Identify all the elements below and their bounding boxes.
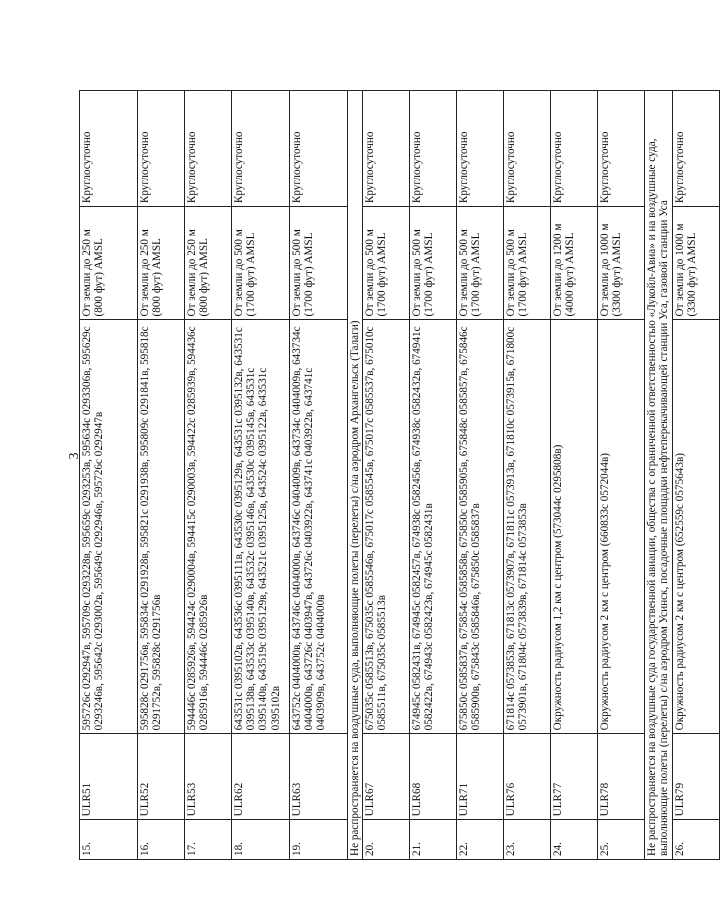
note-row [348,91,363,860]
zone-coordinates: 674945с 0582431в, 674945с 0582457в, 674938с 0582456в, 674938с 0582432в, 674941с 0582422в, 674943с 0582423в, 674945с 0582431в [410,320,457,734]
zone-code: ULR62 [232,734,290,820]
row-number: 16. [138,820,185,860]
row-number: 15. [80,820,138,860]
zone-coordinates: Окружность радиусом 2 км с центром (660833с 0572044в) [598,320,645,734]
row-number: 17. [185,820,232,860]
zone-height: От земли до 1000 м (3300 фут) AMSL [598,207,645,320]
row-number: 26. [672,820,719,860]
zone-code: ULR52 [138,734,185,820]
airspace-table-rotated [79,90,698,860]
zone-code: ULR79 [672,734,719,820]
table-row [232,91,290,860]
note-row [645,91,672,860]
airspace-table-body [80,91,720,860]
row-number: 22. [457,820,504,860]
table-row [363,91,410,860]
zone-height: От земли до 1000 м (3300 фут) AMSL [672,207,719,320]
zone-coordinates: 675035с 0585513в, 675035с 0585546в, 675017с 0585545в, 675017с 0585537в, 675010с 0585511в, 675035с 0585513в [363,320,410,734]
zone-coordinates: 643531с 0395102в, 643536с 0395111в, 643530с 0395129в, 643531с 0395132в, 643531с 0395138в, 643533с 0395140в, 643532с 0395146в, 643530с 0395145в, 643531с 0395140в, 643519с 0395129в, 643521с 0395125в, 643524с 0395122в, 643531с 0395102в [232,320,290,734]
page-number: 3 [67,452,82,460]
zone-height: От земли до 500 м (1700 фут) AMSL [363,207,410,320]
row-number: 25. [598,820,645,860]
table-row [457,91,504,860]
zone-height: От земли до 500 м (1700 фут) AMSL [457,207,504,320]
row-number: 23. [504,820,551,860]
zone-code: ULR78 [598,734,645,820]
zone-height: От земли до 500 м (1700 фут) AMSL [410,207,457,320]
row-number: 18. [232,820,290,860]
note-text: Не распространяется на воздушные суда государственной авиации, общества с ограниченной ответственностью «Лукойл-Авиа» и на воздушные суда, выполняющие полеты (перелеты) с/на аэродром Усинск, посадочные площадки нефтеперекачивающей станции Уса, газовой станции Уса [645,91,672,860]
zone-coordinates: 671814с 0573853в, 671813с 0573907в, 671811с 0573913в, 671810с 0573915в, 671800с 0573901в, 671804с 0573839в, 671814с 0573853в [504,320,551,734]
row-number: 21. [410,820,457,860]
zone-code: ULR68 [410,734,457,820]
zone-time: Круглосуточно [504,91,551,207]
zone-coordinates: 675850с 0585837в, 675854с 0585858в, 675850с 0585905в, 675848с 0585857в, 675846с 0585900в, 675843с 0585846в, 675850с 0585837в [457,320,504,734]
note-text: Не распространяется на воздушные суда, выполняющие полеты (перелеты) с/на аэродром Архангельск (Талаги) [348,91,363,860]
zone-code: ULR77 [551,734,598,820]
table-row [598,91,645,860]
table-row [410,91,457,860]
zone-time: Круглосуточно [457,91,504,207]
zone-code: ULR53 [185,734,232,820]
zone-code: ULR63 [290,734,348,820]
zone-coordinates: 643752с 0404000в, 643746с 0404000в, 643746с 0404009в, 643734с 0404009в, 643734с 0404000в, 643726с 0403947в, 643726с 0403922в, 643741с 0403922в, 643741с 0403909в, 643752с 0404000в [290,320,348,734]
zone-time: Круглосуточно [185,91,232,207]
row-number: 20. [363,820,410,860]
zone-coordinates: 595726с 0292947в, 595709с 0293228в, 595659с 0293253в, 595634с 0293306в, 595629с 0293246в, 595642с 0293002в, 595649с 0292946в, 595726с 0292947в [80,320,138,734]
table-row [504,91,551,860]
table-row [551,91,598,860]
table-row [290,91,348,860]
zone-time: Круглосуточно [410,91,457,207]
zone-code: ULR67 [363,734,410,820]
zone-coordinates: Окружность радиусом 1,2 км с центром (573044с 0295808в) [551,320,598,734]
zone-height: От земли до 500 м (1700 фут) AMSL [504,207,551,320]
zone-code: ULR51 [80,734,138,820]
row-number: 19. [290,820,348,860]
table-row [138,91,185,860]
zone-time: Круглосуточно [80,91,138,207]
zone-coordinates: Окружность радиусом 2 км с центром (652559с 0575643в) [672,320,719,734]
zone-height: От земли до 250 м (800 фут) AMSL [80,207,138,320]
zone-height: От земли до 250 м (800 фут) AMSL [138,207,185,320]
zone-height: От земли до 500 м (1700 фут) AMSL [290,207,348,320]
zone-time: Круглосуточно [363,91,410,207]
table-row [672,91,719,860]
zone-code: ULR76 [504,734,551,820]
zone-time: Круглосуточно [138,91,185,207]
zone-coordinates: 595828с 0291756в, 595834с 0291928в, 595821с 0291938в, 595809с 0291841в, 595818с 0291752в, 595828с 0291756в [138,320,185,734]
zone-time: Круглосуточно [672,91,719,207]
zone-time: Круглосуточно [551,91,598,207]
zone-time: Круглосуточно [232,91,290,207]
zone-height: От земли до 500 м (1700 фут) AMSL [232,207,290,320]
zone-code: ULR71 [457,734,504,820]
row-number: 24. [551,820,598,860]
zone-height: От земли до 1200 м (4000 фут) AMSL [551,207,598,320]
zone-time: Круглосуточно [290,91,348,207]
airspace-table [79,90,720,860]
zone-height: От земли до 250 м (800 фут) AMSL [185,207,232,320]
zone-coordinates: 594446с 0285926в, 594424с 0290004в, 594415с 0290003в, 594422с 0285939в, 594436с 0285916в, 594446с 0285926в [185,320,232,734]
table-row [80,91,138,860]
table-row [185,91,232,860]
zone-time: Круглосуточно [598,91,645,207]
